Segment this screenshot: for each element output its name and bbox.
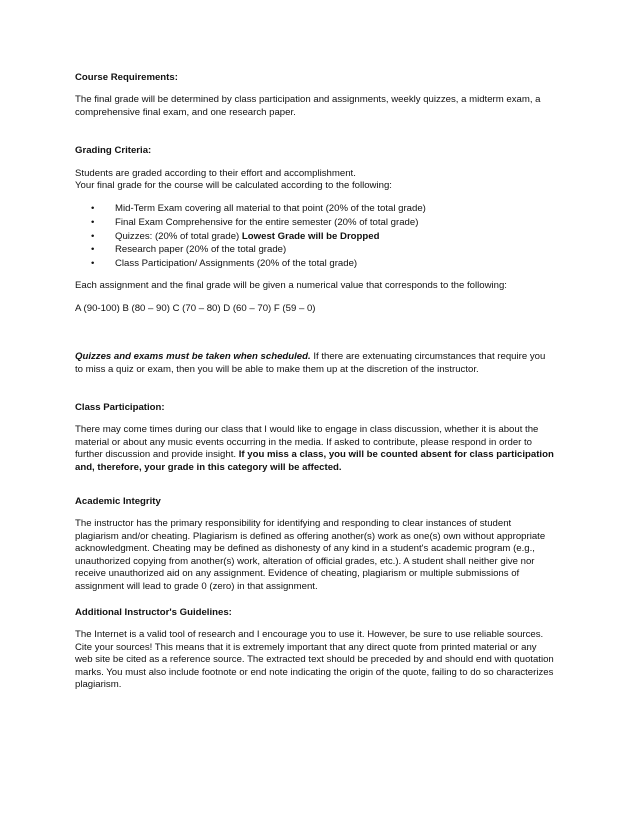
list-item (75, 257, 555, 271)
list-item (75, 202, 555, 216)
list-item-text: Final Exam Comprehensive for the entire semester (20% of total grade) (115, 217, 419, 229)
list-item-text: Quizzes: (20% of total grade) (115, 230, 242, 242)
numeric-value-intro: Each assignment and the final grade will be given a numerical value that corresponds to the following: (75, 280, 507, 292)
list-item-emphasis: Lowest Grade will be Dropped (241, 230, 380, 242)
document-page (75, 72, 555, 691)
class-participation-paragraph (75, 424, 555, 474)
bullet-icon: • (91, 230, 95, 242)
instructor-guidelines-text: The Internet is a valid tool of research and I encourage you to use it. However, be sure to use reliable sources. Cite your sources! This means that it is extremely important that any direct quote from printed material or any web site be cited as a reference source. The extracted text should be preceded by and should end with quotation marks. You must also include footnote or end note indicating the origin of the quote, failing to do so characterizes plagiarism. (75, 629, 554, 690)
list-item (75, 230, 555, 244)
bullet-icon: • (91, 217, 95, 229)
academic-integrity-text: The instructor has the primary responsibility for identifying and responding to clear instances of student plagiarism and/or cheating. Plagiarism is defined as offering another(s) work as one(s) own without appropriate acknowledgment. Cheating may be defined as dishonesty of any kind in a student's academic program (e.g., unauthorized copying from another(s) work, alteration of official grades, etc.). A student shall neither give nor receive unauthorized aid on any assignment. Evidence of cheating, plagiarism or multiple submissions of assignment will lead to grade 0 (zero) in that assignment. (75, 518, 546, 592)
bullet-icon: • (91, 203, 95, 215)
quizzes-exams-paragraph (75, 351, 555, 376)
academic-integrity-heading: Academic Integrity (75, 496, 161, 508)
list-item (75, 243, 555, 257)
grade-scale: A (90-100) B (80 – 90) C (70 – 80) D (60 – 70) F (59 – 0) (75, 302, 316, 314)
class-participation-text: There may come times during our class that I would like to engage in class discussion, whether it is about the material or about any music events occurring in the media. If asked to contribute, please respond in order to further discussion and provide insight. (75, 424, 539, 461)
quizzes-exams-text: If there are extenuating circumstances that require you to miss a quiz or exam, then you will be able to make them up at the discretion of the instructor. (75, 351, 546, 375)
list-item-text: Mid-Term Exam covering all material to that point (20% of the total grade) (115, 203, 426, 215)
bullet-icon: • (91, 244, 95, 256)
grading-criteria-line2: Your final grade for the course will be calculated according to the following: (75, 180, 392, 192)
quizzes-exams-lead: Quizzes and exams must be taken when scheduled. (75, 351, 311, 363)
list-item-text: Research paper (20% of the total grade) (115, 244, 287, 256)
course-requirements-heading: Course Requirements: (75, 72, 178, 83)
class-participation-emphasis: If you miss a class, you will be counted absent for class participation and, therefore, your grade in this category will be affected. (75, 449, 554, 473)
grading-criteria-heading: Grading Criteria: (75, 145, 152, 157)
course-requirements-text: The final grade will be determined by class participation and assignments, weekly quizzes, a midterm exam, a comprehensive final exam, and one research paper. (75, 94, 541, 118)
list-item-text: Class Participation/ Assignments (20% of the total grade) (115, 257, 358, 269)
list-item (75, 216, 555, 230)
bullet-icon: • (91, 257, 95, 269)
class-participation-heading: Class Participation: (75, 402, 165, 414)
grading-criteria-line1: Students are graded according to their effort and accomplishment. (75, 167, 356, 179)
instructor-guidelines-heading: Additional Instructor's Guidelines: (75, 606, 232, 618)
grade-breakdown-list (75, 202, 555, 270)
